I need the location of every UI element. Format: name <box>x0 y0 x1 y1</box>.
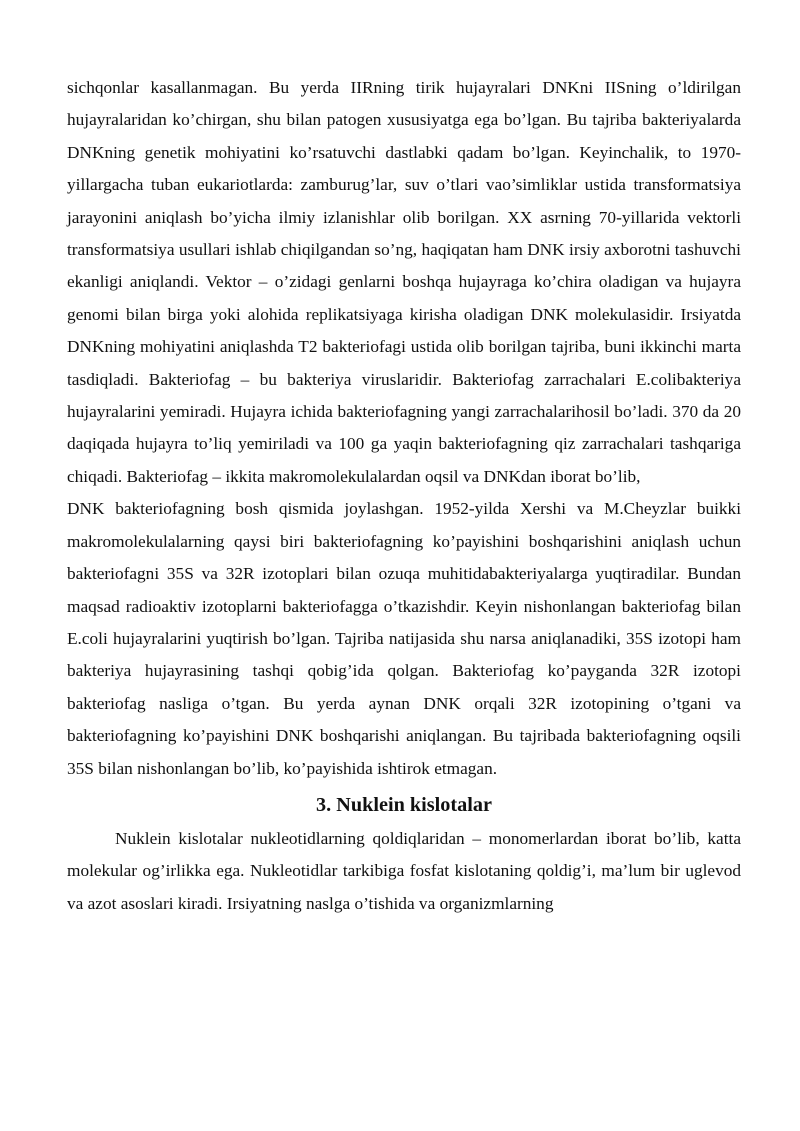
body-paragraph-2: DNK bakteriofagning bosh qismida joylashgan. 1952-yilda Xershi va M.Cheyzlar buikki makromolekulalarning qaysi biri bakteriofagning ko’payishini boshqarishini aniqlash uchun bakteriofagni 35S va 32R izotoplari bilan ozuqa muhitidabakteriyalarga yuqtiradilar. Bundan maqsad radioaktiv izotoplarni bakteriofagga o’tkazishdir. Keyin nishonlangan bakteriofag bilan E.coli hujayralarini yuqtirish bo’lgan. Tajriba natijasida shu narsa aniqlanadiki, 35S izotopi ham bakteriya hujayrasining tashqi qobig’ida qolgan. Bakteriofag ko’payganda 32R izotopi bakteriofag nasliga o’tgan. Bu yerda aynan DNK orqali 32R izotopining o’tgani va bakteriofagning ko’payishini DNK boshqarishi aniqlangan. Bu tajribada bakteriofagning oqsili 35S bilan nishonlangan bo’lib, ko’payishida ishtirok etmagan. <box>67 499 741 778</box>
body-paragraph-1: sichqonlar kasallanmagan. Bu yerda IIRning tirik hujayralari DNKni IISning o’ldirilgan hujayralaridan ko’chirgan, shu bilan patogen xususiyatga ega bo’lgan. Bu tajriba bakteriyalarda DNKning genetik mohiyatini ko’rsatuvchi dastlabki qadam bo’lgan. Keyinchalik, to 1970-yillargacha tuban eukariotlarda: zamburug’lar, suv o’tlari vao’simliklar ustida transformatsiya jarayonini aniqlash bo’yicha ilmiy izlanishlar olib borilgan. XX asrning 70-yillarida vektorli transformatsiya usullari ishlab chiqilgandan so’ng, haqiqatan ham DNK irsiy axborotni tashuvchi ekanligi aniqlandi. Vektor – o’zidagi genlarni boshqa hujayraga ko’chira oladigan va hujayra genomi bilan birga yoki alohida replikatsiyaga kirisha oladigan DNK molekulasidir. Irsiyatda DNKning mohiyatini aniqlashda T2 bakteriofagi ustida olib borilgan tajriba, buni ikkinchi marta tasdiqladi. Bakteriofag – bu bakteriya viruslaridir. Bakteriofag zarrachalari E.colibakteriya hujayralarini yemiradi. Hujayra ichida bakteriofagning yangi zarrachalarihosil bo’ladi. 370 da 20 daqiqada hujayra to’liq yemiriladi va 100 ga yaqin bakteriofagning qiz zarrachalari tashqariga chiqadi. Bakteriofag – ikkita makromolekulalardan oqsil va DNKdan iborat bo’lib, <box>67 78 741 486</box>
document-page <box>67 72 741 920</box>
body-paragraph-3: Nuklein kislotalar nukleotidlarning qoldiqlaridan – monomerlardan iborat bo’lib, katta molekular og’irlikka ega. Nukleotidlar tarkibiga fosfat kislotaning qoldig’i, ma’lum bir uglevod va azot asoslari kiradi. Irsiyatning naslga o’tishida va organizmlarning <box>67 828 741 913</box>
section-heading: 3. Nuklein kislotalar <box>316 793 492 816</box>
